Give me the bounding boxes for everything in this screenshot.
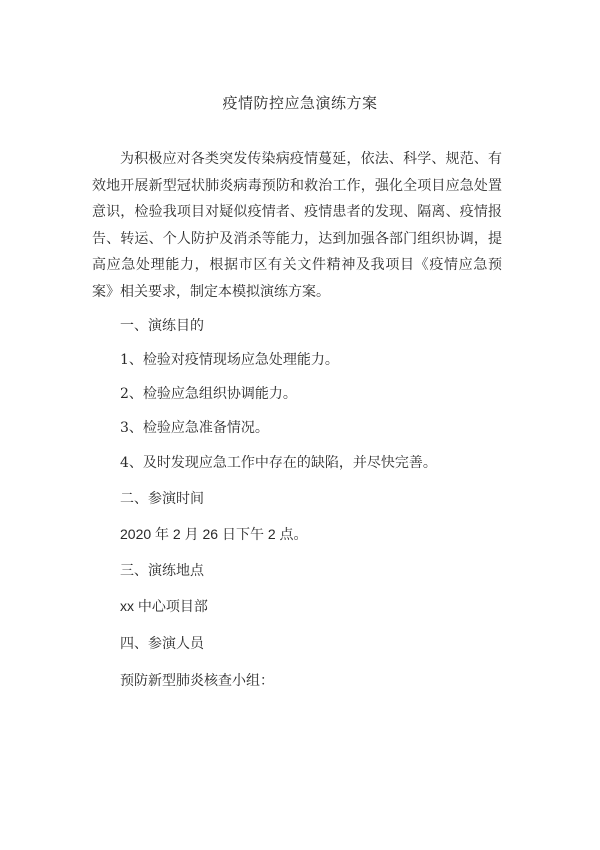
time-text: 2020 年 2 月 26 日下午 2 点。 — [120, 526, 308, 542]
goal-item-2: 2、检验应急组织协调能力。 — [120, 386, 297, 402]
goal-item-1: 1、检验对疫情现场应急处理能力。 — [120, 352, 339, 368]
section-heading-time: 二、参演时间 — [120, 491, 204, 507]
document-title: 疫情防控应急演练方案 — [222, 94, 378, 112]
personnel-text: 预防新型肺炎核查小组： — [120, 673, 274, 689]
intro-paragraph: 为积极应对各类突发传染病疫情蔓延，依法、科学、规范、有效地开展新型冠状肺炎病毒预防和救治工作，强化全项目应急处置意识，检验我项目对疑似疫情者、疫情患者的发现、隔离、疫情报告、转运、个人防护及消杀等能力，达到加强各部门组织协调，提高应急处理能力，根据市区有关文件精神及我项目《疫情应急预案》相关要求，制定本模拟演练方案。 — [92, 151, 502, 300]
goal-item-4: 4、及时发现应急工作中存在的缺陷，并尽快完善。 — [120, 455, 437, 471]
section-heading-personnel: 四、参演人员 — [120, 636, 204, 652]
goal-item-3: 3、检验应急准备情况。 — [120, 420, 269, 436]
section-heading-location: 三、演练地点 — [120, 563, 204, 579]
section-heading-purpose: 一、演练目的 — [120, 318, 204, 334]
location-text: xx 中心项目部 — [120, 598, 208, 614]
